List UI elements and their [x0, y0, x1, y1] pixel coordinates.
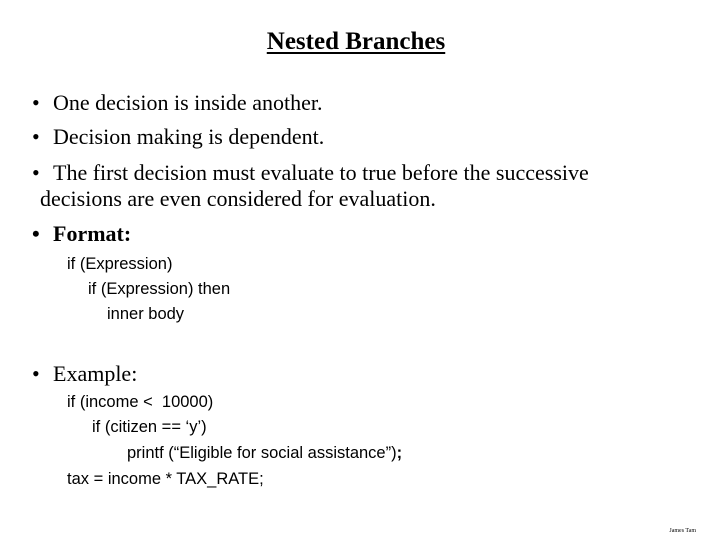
- example-label: Example:: [53, 361, 138, 386]
- bullet-dot: •: [32, 361, 40, 386]
- example-code-line-4: tax = income * TAX_RATE;: [67, 470, 264, 488]
- bullet-dot: •: [32, 221, 40, 246]
- example-code-line-3: [127, 443, 402, 463]
- printf-statement: printf (“Eligible for social assistance”): [127, 444, 397, 462]
- bullet-text-line1: The first decision must evaluate to true before the successive: [53, 160, 589, 185]
- format-code-line-1: if (Expression): [67, 255, 173, 273]
- bullet-one-decision: [32, 90, 322, 116]
- bullet-dot: •: [32, 124, 40, 149]
- bullet-dependent: [32, 124, 324, 150]
- format-code-line-2: if (Expression) then: [88, 280, 231, 298]
- bullet-text: One decision is inside another.: [53, 90, 323, 115]
- format-code-line-3: inner body: [107, 305, 185, 323]
- bullet-example: [32, 361, 137, 387]
- slide-title: Nested Branches: [266, 28, 446, 55]
- bullet-dot: •: [32, 160, 40, 185]
- bullet-first-decision: [32, 160, 589, 212]
- author-footer: James Tam: [669, 528, 696, 534]
- bullet-format: [32, 221, 131, 247]
- example-code-line-2: if (citizen == ‘y’): [92, 418, 207, 436]
- bullet-text-line2: decisions are even considered for evaluation.: [40, 186, 436, 211]
- statement-semicolon: ;: [396, 444, 403, 462]
- bullet-dot: •: [32, 90, 40, 115]
- example-code-line-1: if (income < 10000): [67, 393, 214, 411]
- bullet-text: Decision making is dependent.: [53, 124, 325, 149]
- format-label: Format:: [53, 221, 132, 246]
